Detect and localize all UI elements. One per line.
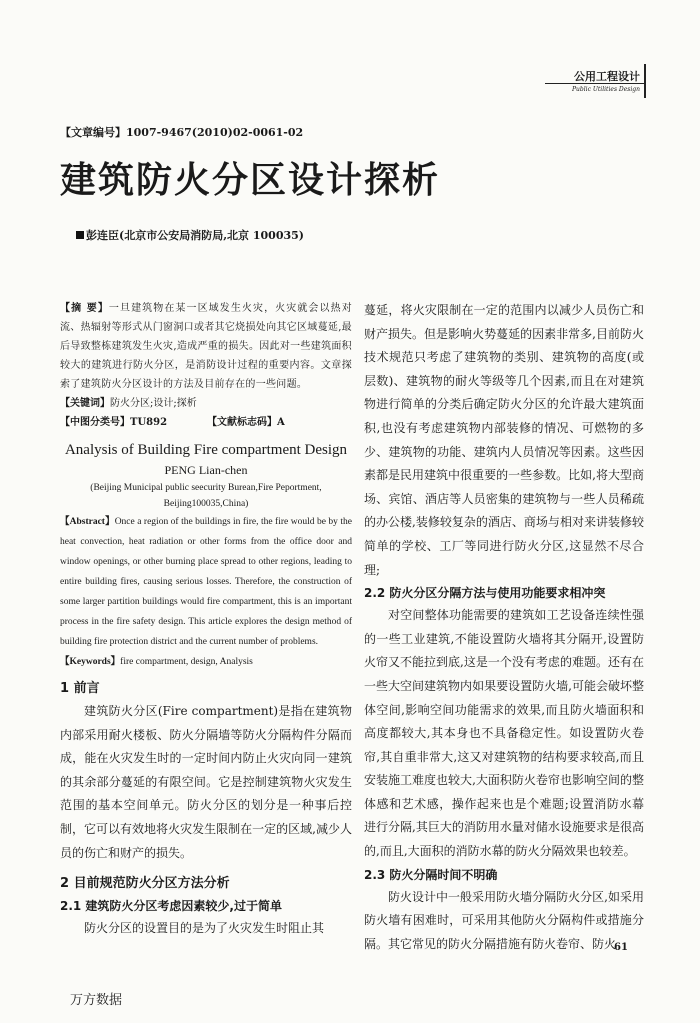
section-1-paragraph: 建筑防火分区(Fire compartment)是指在建筑物内部采用耐火楼板、防火分隔墙等防火分隔构件分隔而成，能在火灾发生时的一定时间内防止火灾向同一建筑的其余部分蔓延的有限空间。它是控制建筑物火灾发生范围的基本空间单元。防火分区的划分是一种事后控制，它可以有效地将火灾发生限制在一定的区域,减少人员的伤亡和财产的损失。 [60,704,352,860]
section-2-1-paragraph-cont: 蔓延，将火灾限制在一定的范围内以减少人员伤亡和财产损失。但是影响火势蔓延的因素非常多,目前防火技术规范只考虑了建筑物的类别、建筑物的高度(或层数)、建筑物的耐火等级等几个因素,而且在对建筑物进行简单的分类后确定防火分区的允许最大建筑面积,也没有考虑建筑物内部装修的情况、可燃物的多少、建筑物的功能、建筑内人员情况等因素。这些因素都是民用建筑中很重要的一些参数。比如,将大型商场、宾馆、酒店等人员密集的建筑物与一些人员稀疏的办公楼,装修较复杂的酒店、商场与相对来讲装修较简单的学校、工厂等同进行防火分区,这显然不尽合理; [364,303,644,577]
abstract-text: 一旦建筑物在某一区域发生火灾，火灾就会以热对流、热辐射等形式从门窗洞口或者其它烧损处向其它区域蔓延,最后导致整栋建筑发生火灾,造成严重的损失。因此对一些建筑面积较大的建筑进行防火分区，是消防设计过程的重要内容。文章探索了建筑防火分区设计的方法及目前存在的一些问题。 [60,303,352,390]
article-number: 【文章编号】1007-9467(2010)02-0061-02 [60,126,304,139]
keywords-cn: 【关键词】防火分区;设计;探析 [60,398,197,409]
english-author: PENG Lian-chen [164,463,248,477]
abstract-label: 【摘 要】 [60,303,109,314]
section-2-1-paragraph-start: 防火分区的设置目的是为了火灾发生时阻止其 [84,921,325,936]
right-column [364,299,644,956]
section-2-2-paragraph: 对空间整体功能需要的建筑如工艺设备连续性强的一些工业建筑,不能设置防火墙将其分隔开,设置防火帘又不能拉到底,这是一个没有考虑的难题。还有在一些大空间建筑物内如果要设置防火墙,可能会破坏整体空间,影响空间功能需求的效果,而且防火墙面积和高度都较大,其本身也不具备稳定性。如设置防火卷帘,其自重非常大,这又对建筑物的结构要求较高,而且安装施工难度也较大,大面积防火卷帘也影响空间的整体感和艺术感，操作起来也是个难题;设置消防水幕进行分隔,其巨大的消防用水量对储水设施要求是很高的,而且,大面积的消防水幕的防火分隔效果也较差。 [364,608,644,859]
author-line [76,227,304,243]
left-column [60,299,352,941]
section-2-3-paragraph: 防火设计中一般采用防火墙分隔防火分区,如采用防火墙有困难时，可采用其他防火分隔构件或措施分隔。其它常见的防火分隔措施有防火卷帘、防火 [364,889,644,951]
english-keywords: 【Keywords】fire compartment, design, Analysis [60,657,253,667]
section-2-1-heading: 2.1 建筑防火分区考虑因素较少,过于简单 [60,899,282,914]
section-2-3-heading: 2.3 防火分隔时间不明确 [364,867,498,882]
section-1-heading: 1 前言 [60,681,100,696]
page-title: 建筑防火分区设计探析 [60,160,441,201]
header-rule-vertical [644,64,646,98]
journal-name-en: Public Utilities Design [571,86,640,93]
english-title: Analysis of Building Fire compartment Design [64,442,348,458]
abstract-cn [60,299,352,394]
english-abstract: 【Abstract】Once a region of the buildings in fire, the fire would be by the heat convection, heat radiation or other forms from the office door and window openings, or other burning place spread to other regions, leading to entire building fires, causing serious losses. Therefore, the construction of some larger partition buildings would fire compartment, this is an important process in the fire safety design. This article explores the design method of building fire protection district and the current number of problems. [60,517,352,647]
journal-name: 公用工程设计 [574,70,640,83]
english-affiliation: (Beijing Municipal public seecurity Burean,Fire Peportment, Beijing100035,China) [90,483,322,509]
author: 彭连臣(北京市公安局消防局,北京 100035) [86,229,304,242]
square-bullet-icon [76,231,84,239]
header-rule [545,83,645,84]
page-number: 61 [614,942,628,953]
classification: 【中图分类号】TU892 【文献标志码】A [60,417,285,428]
section-2-2-heading: 2.2 防火分区分隔方法与使用功能要求相冲突 [364,586,606,601]
section-2-heading: 2 目前规范防火分区方法分析 [60,876,230,892]
watermark: 万方数据 [70,993,123,1008]
